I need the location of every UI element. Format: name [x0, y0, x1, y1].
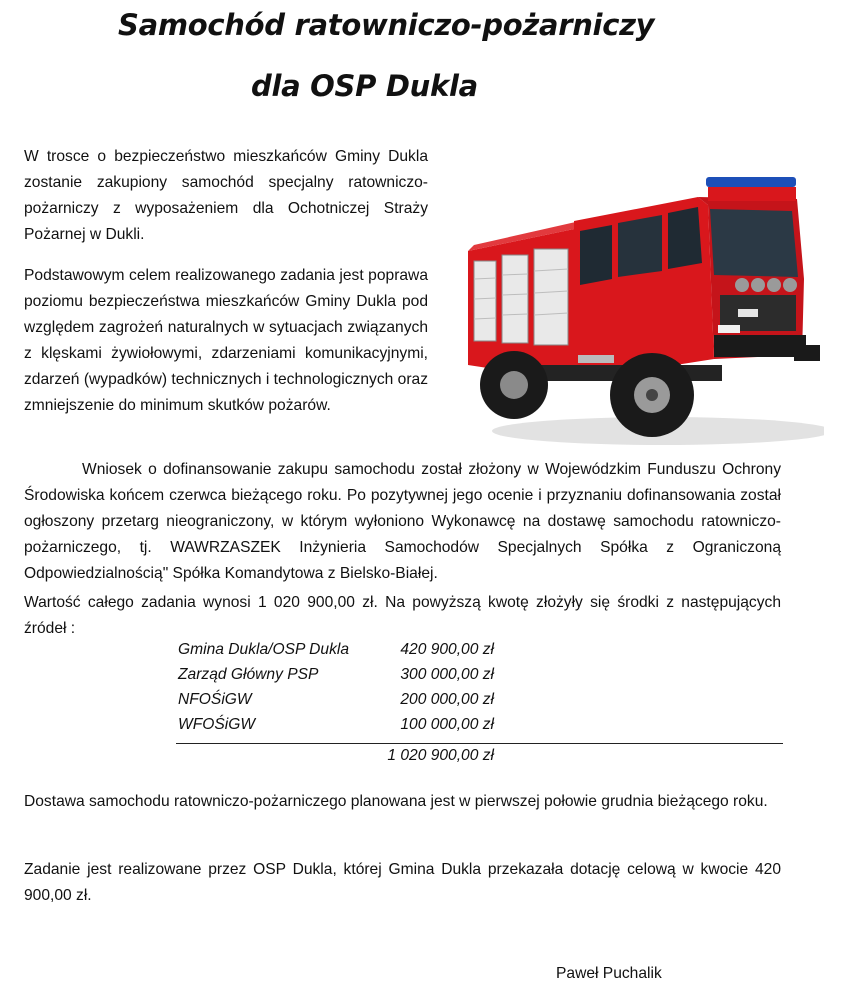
goal-paragraph: Podstawowym celem realizowanego zadania jest poprawa poziomu bezpieczeństwa mieszkańców Gminy Dukla pod względem zagrożeń naturalnych w sytuacjach związanych z klęskami żywiołowymi, zdarzeniami komunikacyjnymi, zdarzeń (wypadków) technicznych i technologicznych oraz zmniejszenie do minimum skutków pożarów.	[24, 267, 428, 414]
application-paragraph	[24, 457, 781, 587]
implementation-paragraph: Zadanie jest realizowane przez OSP Dukla, której Gmina Dukla przekazała dotację celową w kwocie 420 900,00 zł.	[24, 861, 781, 904]
delivery-paragraph: Dostawa samochodu ratowniczo-pożarniczego planowana jest w pierwszej połowie grudnia bieżącego roku.	[24, 793, 768, 810]
funding-row	[176, 689, 783, 714]
funding-amount: 300 000,00 zł	[400, 666, 494, 683]
funding-amount: 200 000,00 zł	[400, 691, 494, 708]
signature: Paweł Puchalik	[556, 965, 662, 982]
funding-total-row	[176, 744, 783, 770]
fire-truck-image	[462, 159, 824, 449]
application-paragraph-text: Wniosek o dofinansowanie zakupu samochodu został złożony w Wojewódzkim Funduszu Ochrony Środowiska końcem czerwca bieżącego roku. Po pozytywnej jego ocenie i przyznaniu dofinansowania został ogłoszony przetarg nieograniczony, w którym wyłoniono Wykonawcę na dostawę samochodu ratowniczo-pożarniczego, tj. WAWRZASZEK Inżynieria Samochodów Specjalnych Spółka z Ograniczoną Odpowiedzialnością" Spółka Komandytowa z Bielsko-Białej.	[24, 461, 781, 582]
funding-source: WFOŚiGW	[178, 716, 256, 733]
value-paragraph: Wartość całego zadania wynosi 1 020 900,00 zł. Na powyższą kwotę złożyły się środki z następujących źródeł :	[24, 594, 781, 637]
page-title-line2: dla OSP Dukla	[251, 69, 478, 103]
funding-source: Gmina Dukla/OSP Dukla	[178, 641, 350, 658]
funding-total: 1 020 900,00 zł	[387, 747, 494, 764]
funding-amount: 420 900,00 zł	[400, 641, 494, 658]
funding-source: Zarząd Główny PSP	[178, 666, 319, 683]
funding-row	[176, 664, 783, 689]
funding-row	[176, 639, 783, 664]
funding-source: NFOŚiGW	[178, 691, 252, 708]
funding-amount: 100 000,00 zł	[400, 716, 494, 733]
page-title-line1: Samochód ratowniczo-pożarniczy	[118, 8, 655, 42]
funding-row	[176, 714, 783, 739]
intro-paragraph: W trosce o bezpieczeństwo mieszkańców Gminy Dukla zostanie zakupiony samochód specjalny ratowniczo-pożarniczy z wyposażeniem dla Ochotniczej Straży Pożarnej w Dukli.	[24, 148, 428, 243]
funding-table	[176, 639, 783, 770]
